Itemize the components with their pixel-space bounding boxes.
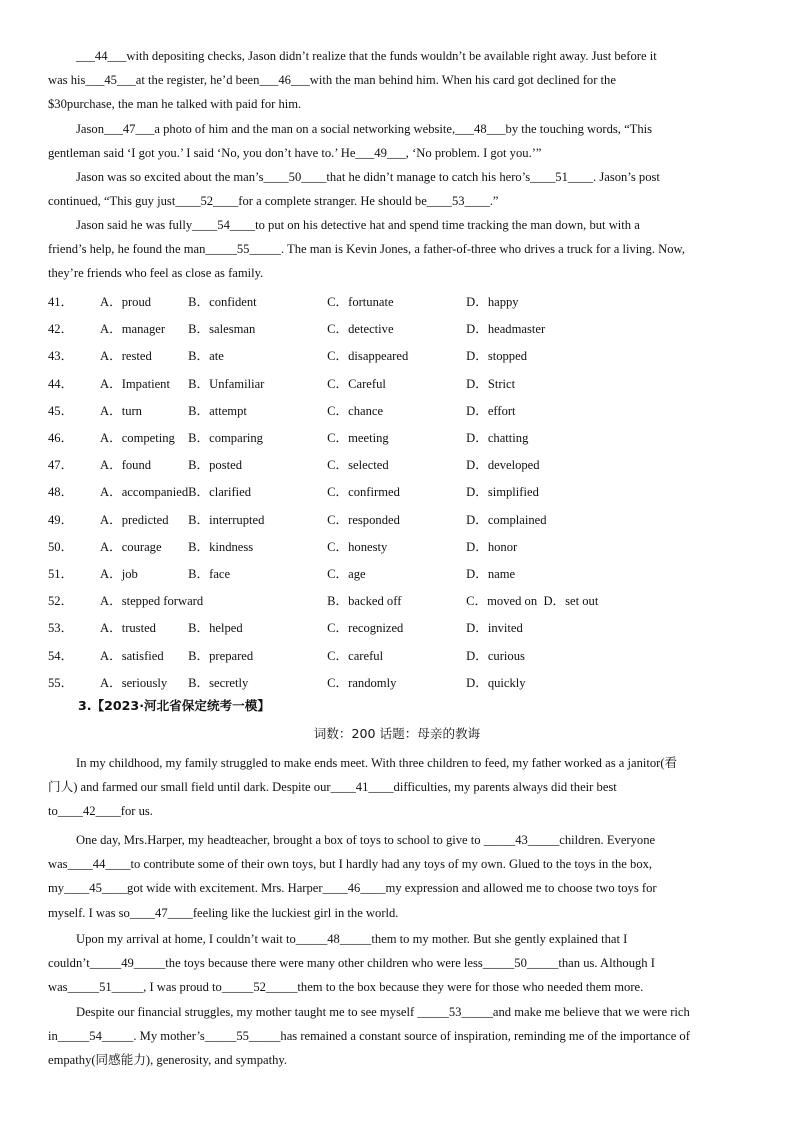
option-row — [48, 640, 748, 667]
option-b: B．Unfamiliar — [188, 376, 265, 391]
question-number: 51． — [48, 566, 74, 581]
paragraph-1 — [48, 44, 748, 117]
option-b: B．backed off — [327, 594, 402, 609]
option-cd — [466, 586, 748, 613]
option-d: D．set out — [543, 594, 599, 609]
text-line: gentleman said ‘I got you.’ I said ‘No, you don’t have to.’ He___49___, ‘No problem. I got you.’” — [48, 146, 542, 161]
option-a: A．predicted — [100, 512, 169, 527]
option-b: B．clarified — [188, 485, 252, 500]
option-b: B．interrupted — [188, 512, 265, 527]
option-b: B．confident — [188, 295, 257, 310]
option-b: B．helped — [188, 621, 243, 636]
option-row — [48, 613, 748, 640]
option-b: B．attempt — [188, 403, 247, 418]
text-line: couldn’t_____49_____the toys because there were many other children who were less_____50_____than us. Although I — [48, 956, 655, 971]
s3-paragraph-1 — [48, 751, 748, 824]
option-a: A．job — [100, 566, 138, 581]
section-heading: 3.【2023·河北省保定统考一模】 — [78, 698, 270, 713]
option-b: B．comparing — [188, 431, 263, 446]
option-row — [48, 450, 748, 477]
option-d: D．honor — [466, 539, 518, 554]
option-b: B．face — [188, 566, 231, 581]
text-line: my____45____got wide with excitement. Mrs. Harper____46____my expression and allowed me to choose two toys for — [48, 881, 657, 896]
option-d: D．simplified — [466, 485, 539, 500]
option-row — [48, 559, 748, 586]
paragraph-4 — [48, 213, 748, 286]
option-a: A．stepped forward — [100, 594, 204, 609]
text-line: Upon my arrival at home, I couldn’t wait to_____48_____them to my mother. But she gently explained that I — [76, 932, 628, 946]
section-subheading: 词数：200 话题：母亲的教诲 — [313, 726, 481, 741]
text-line: $30purchase, the man he talked with paid for him. — [48, 97, 302, 112]
option-a: A．trusted — [100, 621, 156, 636]
options-table — [48, 287, 748, 695]
text-line: was____44____to contribute some of their own toys, but I hardly had any toys of my own. Glued to the toys in the box, — [48, 857, 653, 872]
option-c: C．confirmed — [327, 485, 400, 500]
option-a: A．seriously — [100, 675, 168, 690]
option-c: C．chance — [327, 403, 384, 418]
option-row — [48, 505, 748, 532]
option-c: C．detective — [327, 322, 394, 337]
text-line: in_____54_____. My mother’s_____55_____has remained a constant source of inspiration, reminding me of the importance of — [48, 1029, 690, 1044]
option-c: C．Careful — [327, 376, 386, 391]
option-d: D．quickly — [466, 675, 526, 690]
text-line: friend’s help, he found the man_____55_____. The man is Kevin Jones, a father-of-three who drives a truck for a living. Now, — [48, 242, 685, 257]
option-d: D．effort — [466, 403, 516, 418]
paragraph-2 — [48, 117, 748, 165]
option-a: A．competing — [100, 431, 175, 446]
question-number: 52． — [48, 594, 74, 609]
s3-paragraph-3 — [48, 927, 748, 1000]
option-d: D．chatting — [466, 431, 529, 446]
text-line: was his___45___at the register, he’d been___46___with the man behind him. When his card got declined for the — [48, 73, 616, 88]
question-number: 41． — [48, 295, 74, 310]
option-a: A．accompanied — [100, 485, 189, 500]
option-b: B．kindness — [188, 539, 254, 554]
option-c: C．selected — [327, 458, 389, 473]
text-line: One day, Mrs.Harper, my headteacher, brought a box of toys to school to give to _____43_____children. Everyone — [76, 833, 656, 847]
text-line: continued, “This guy just____52____for a complete stranger. He should be____53____.” — [48, 194, 499, 209]
question-number: 43． — [48, 349, 74, 364]
option-c: C．meeting — [327, 431, 389, 446]
option-d: D．stopped — [466, 349, 527, 364]
question-number: 53． — [48, 621, 74, 636]
option-d: D．happy — [466, 295, 519, 310]
text-line: 门人) and farmed our small field until dark. Despite our____41____difficulties, my parents always did their best — [48, 780, 617, 795]
question-number: 55． — [48, 675, 74, 690]
text-line: Jason___47___a photo of him and the man on a social networking website,___48___by the touching words, “This — [76, 122, 653, 136]
text-line: Despite our financial struggles, my mother taught me to see myself _____53_____and make me believe that we were rich — [76, 1005, 690, 1019]
option-b: B．salesman — [188, 322, 256, 337]
option-b: B．prepared — [188, 648, 254, 663]
text-line: empathy(同感能力), generosity, and sympathy. — [48, 1053, 287, 1068]
text-line: myself. I was so____47____feeling like the luckiest girl in the world. — [48, 905, 399, 920]
question-number: 48． — [48, 485, 74, 500]
text-line: to____42____for us. — [48, 804, 153, 819]
option-c: C．moved on — [466, 594, 538, 609]
option-c: C．age — [327, 566, 366, 581]
option-row — [48, 314, 748, 341]
option-b: B．secretly — [188, 675, 249, 690]
option-row — [48, 532, 748, 559]
question-number: 54． — [48, 648, 74, 663]
option-c: C．disappeared — [327, 349, 409, 364]
option-d: D．developed — [466, 458, 540, 473]
option-row — [48, 477, 748, 504]
option-c: C．careful — [327, 648, 384, 663]
option-c: C．recognized — [327, 621, 404, 636]
option-c: C．honesty — [327, 539, 388, 554]
option-d: D．curious — [466, 648, 525, 663]
s3-paragraph-4 — [48, 1000, 748, 1073]
option-c: C．fortunate — [327, 295, 394, 310]
option-a: A．satisfied — [100, 648, 164, 663]
option-a: A．Impatient — [100, 376, 170, 391]
text-line: they’re friends who feel as close as family. — [48, 266, 264, 281]
question-number: 47． — [48, 458, 74, 473]
text-line: Jason said he was fully____54____to put on his detective hat and spend time tracking the man down, but with a — [76, 218, 640, 232]
option-a: A．courage — [100, 539, 162, 554]
text-line: ___44___with depositing checks, Jason didn’t realize that the funds wouldn’t be available right away. Just before it — [76, 49, 657, 63]
option-c: C．randomly — [327, 675, 397, 690]
option-d: D．complained — [466, 512, 547, 527]
question-number: 42． — [48, 322, 74, 337]
option-row — [48, 341, 748, 368]
option-d: D．Strict — [466, 376, 516, 391]
question-number: 50． — [48, 539, 74, 554]
option-a: A．manager — [100, 322, 166, 337]
question-number: 49． — [48, 512, 74, 527]
option-d: D．name — [466, 566, 516, 581]
option-row — [48, 586, 748, 613]
option-row — [48, 369, 748, 396]
option-row — [48, 287, 748, 314]
option-d: D．invited — [466, 621, 523, 636]
option-d: D．headmaster — [466, 322, 546, 337]
text-line: In my childhood, my family struggled to make ends meet. With three children to feed, my father worked as a janitor(看 — [76, 756, 678, 770]
option-b: B．posted — [188, 458, 242, 473]
question-number: 46． — [48, 431, 74, 446]
option-a: A．turn — [100, 403, 142, 418]
text-line: Jason was so excited about the man’s____50____that he didn’t manage to catch his hero’s____51____. Jason’s post — [76, 170, 660, 184]
text-line: was_____51_____, I was proud to_____52_____them to the box because they were for those who needed them more. — [48, 980, 644, 995]
option-a: A．found — [100, 458, 152, 473]
option-a: A．rested — [100, 349, 152, 364]
question-number: 45． — [48, 403, 74, 418]
option-c: C．responded — [327, 512, 400, 527]
s3-paragraph-2 — [48, 828, 748, 925]
paragraph-3 — [48, 165, 748, 213]
option-a: A．proud — [100, 295, 152, 310]
option-b: B．ate — [188, 349, 224, 364]
option-row — [48, 668, 748, 695]
question-number: 44． — [48, 376, 74, 391]
option-row — [48, 423, 748, 450]
option-row — [48, 396, 748, 423]
